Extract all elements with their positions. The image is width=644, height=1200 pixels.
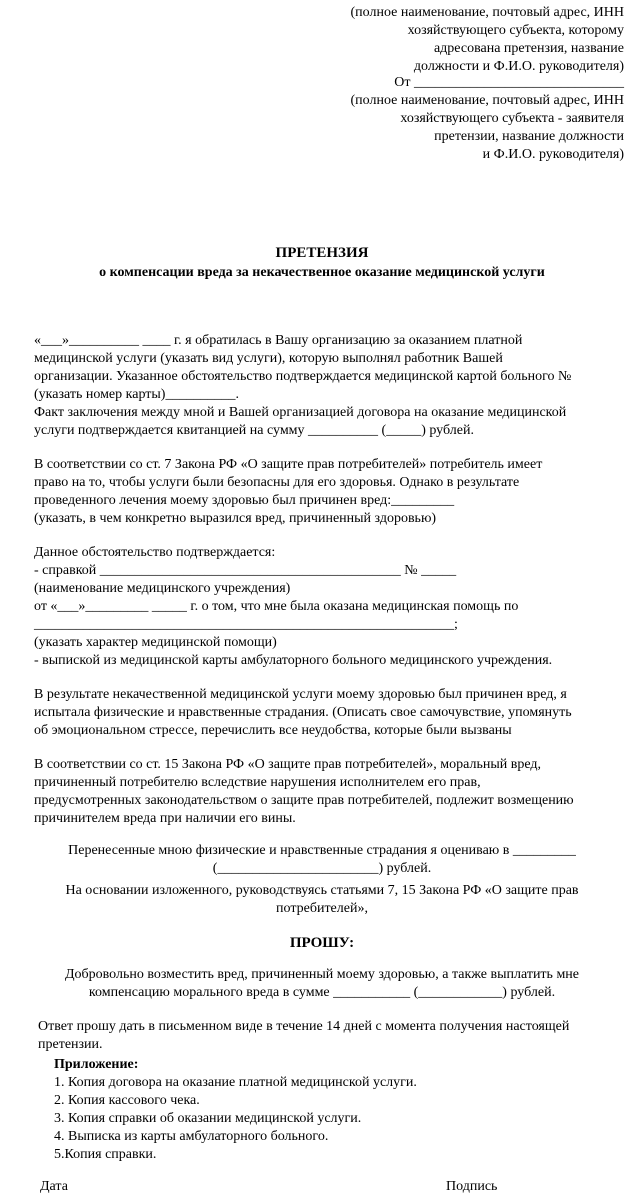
paragraph-line: причиненный потребителю вследствие нарушения исполнителем его прав, — [34, 775, 481, 790]
from-line: От ______________________________ — [394, 75, 624, 90]
request-line: компенсацию морального вреда в сумме ___________ (____________) рублей. — [88, 985, 556, 1000]
paragraph-line: предусмотренных законодательством о защите прав потребителей, подлежит возмещению — [34, 793, 574, 808]
paragraph-line: ____________________________________________________________; — [34, 617, 458, 632]
date-label: Дата — [40, 1179, 68, 1194]
sender-line: и Ф.И.О. руководителя) — [482, 147, 624, 162]
paragraph-line: Данное обстоятельство подтверждается: — [34, 545, 276, 560]
recipient-line: хозяйствующего субъекта, которому — [407, 23, 624, 38]
paragraph-line: - выпиской из медицинской карты амбулаторного больного медицинского учреждения. — [34, 653, 553, 668]
attachment-item: 3. Копия справки об оказании медицинской услуги. — [54, 1111, 362, 1126]
paragraph-line: «___»__________ ____ г. я обратилась в Вашу организацию за оказанием платной — [34, 333, 523, 348]
document-title: ПРЕТЕНЗИЯ — [275, 245, 369, 261]
recipient-line: должности и Ф.И.О. руководителя) — [413, 59, 624, 74]
paragraph-line: от «___»_________ _____ г. о том, что мне была оказана медицинская помощь по — [34, 599, 519, 614]
attachment-item: 1. Копия договора на оказание платной медицинской услуги. — [54, 1075, 417, 1090]
paragraph-line: - справкой ___________________________________________ № _____ — [34, 563, 457, 578]
attachment-item: 2. Копия кассового чека. — [54, 1093, 200, 1108]
request-heading: ПРОШУ: — [289, 935, 355, 951]
sender-line: (полное наименование, почтовый адрес, ИНН — [350, 93, 624, 108]
paragraph-line: (указать номер карты)__________. — [34, 387, 239, 402]
paragraph-line: В результате некачественной медицинской услуги моему здоровью был причинен вред, я — [34, 687, 567, 702]
response-line: претензии. — [38, 1037, 103, 1052]
response-line: Ответ прошу дать в письменном виде в течение 14 дней с момента получения настоящей — [38, 1019, 570, 1034]
paragraph-line: проведенного лечения моему здоровью был причинен вред:_________ — [34, 493, 455, 508]
recipient-line: адресована претензия, название — [433, 41, 624, 56]
paragraph-line: испытала физические и нравственные страдания. (Описать свое самочувствие, упомянуть — [34, 705, 572, 720]
attachment-item: 5.Копия справки. — [54, 1147, 157, 1162]
paragraph-line: (указать характер медицинской помощи) — [34, 635, 277, 650]
paragraph-line: Перенесенные мною физические и нравственные страдания я оцениваю в _________ — [68, 843, 576, 858]
signature-label: Подпись — [446, 1179, 498, 1194]
paragraph-line: Факт заключения между мной и Вашей организацией договора на оказание медицинской — [34, 405, 567, 420]
paragraph-line: услуги подтверждается квитанцией на сумму __________ (_____) рублей. — [34, 423, 474, 438]
paragraph-line: (наименование медицинского учреждения) — [34, 581, 291, 596]
paragraph-line: В соответствии со ст. 15 Закона РФ «О защите прав потребителей», моральный вред, — [34, 757, 542, 772]
paragraph-line: (указать, в чем конкретно выразился вред, причиненный здоровью) — [34, 511, 437, 526]
paragraph-line: В соответствии со ст. 7 Закона РФ «О защите прав потребителей» потребитель имеет — [34, 457, 543, 472]
sender-line: претензии, название должности — [434, 129, 624, 144]
document-subtitle: о компенсации вреда за некачественное оказание медицинской услуги — [99, 265, 545, 280]
paragraph-line: причинителем вреда при наличии его вины. — [34, 811, 296, 826]
recipient-line: (полное наименование, почтовый адрес, ИНН — [350, 5, 624, 20]
attachments-heading: Приложение: — [54, 1057, 139, 1072]
paragraph-line: (_______________________) рублей. — [212, 861, 432, 876]
paragraph-line: медицинской услуги (указать вид услуги), которую выполнял работник Вашей — [34, 351, 503, 366]
paragraph-line: организации. Указанное обстоятельство подтверждается медицинской картой больного № — [34, 369, 572, 384]
paragraph-line: потребителей», — [276, 901, 368, 916]
paragraph-line: На основании изложенного, руководствуясь статьями 7, 15 Закона РФ «О защите прав — [65, 883, 579, 898]
paragraph-line: об эмоциональном стрессе, перечислить все неудобства, которые были вызваны — [34, 723, 512, 738]
attachment-item: 4. Выписка из карты амбулаторного больного. — [54, 1129, 329, 1144]
paragraph-line: право на то, чтобы услуги были безопасны для его здоровья. Однако в результате — [34, 475, 520, 490]
request-line: Добровольно возместить вред, причиненный моему здоровью, а также выплатить мне — [64, 967, 580, 982]
sender-line: хозяйствующего субъекта - заявителя — [400, 111, 624, 126]
